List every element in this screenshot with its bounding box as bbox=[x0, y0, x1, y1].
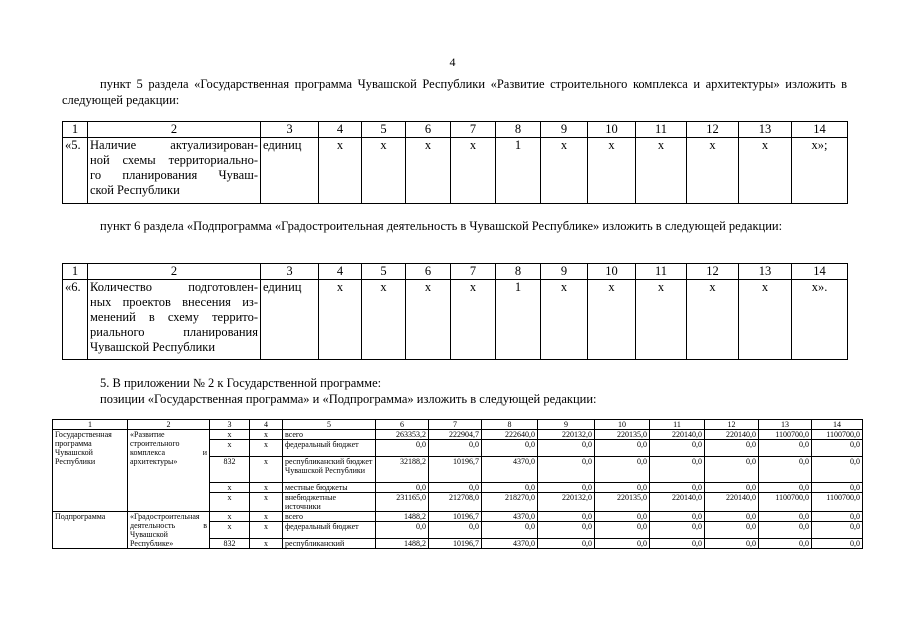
amount-cell: 0,0 bbox=[538, 512, 595, 522]
column-header: 4 bbox=[319, 122, 362, 138]
column-header: 9 bbox=[541, 264, 588, 280]
amount-cell: 0,0 bbox=[538, 440, 595, 457]
amount-cell: 0,0 bbox=[482, 483, 538, 493]
value-cell: x bbox=[406, 280, 451, 360]
amount-cell: 0,0 bbox=[429, 522, 482, 539]
column-header: 11 bbox=[636, 122, 687, 138]
column-header: 2 bbox=[88, 264, 261, 280]
source-cell: федеральный бюджет bbox=[283, 522, 376, 539]
value-cell: x bbox=[451, 280, 496, 360]
value-cell: x bbox=[687, 280, 739, 360]
amount-cell: 0,0 bbox=[705, 440, 759, 457]
amount-cell: 0,0 bbox=[759, 522, 812, 539]
column-header: 7 bbox=[429, 420, 482, 430]
amount-cell: 0,0 bbox=[595, 483, 650, 493]
amount-cell: 220132,0 bbox=[538, 493, 595, 512]
column-header: 5 bbox=[362, 264, 406, 280]
table-row bbox=[53, 430, 863, 440]
table-row bbox=[63, 138, 848, 204]
column-header: 10 bbox=[595, 420, 650, 430]
amount-cell: 0,0 bbox=[812, 440, 863, 457]
amount-cell: 0,0 bbox=[650, 483, 705, 493]
code-cell: x bbox=[250, 522, 283, 539]
amount-cell: 0,0 bbox=[538, 457, 595, 483]
source-cell: республиканский bbox=[283, 539, 376, 549]
column-header: 12 bbox=[687, 264, 739, 280]
column-header: 5 bbox=[362, 122, 406, 138]
amount-cell: 0,0 bbox=[812, 539, 863, 549]
program-title-cell: «Градостроительная деятельность в Чувашской Республике» bbox=[128, 512, 210, 549]
amount-cell: 0,0 bbox=[650, 512, 705, 522]
code-cell: x bbox=[250, 440, 283, 457]
amount-cell: 0,0 bbox=[812, 483, 863, 493]
value-cell: x bbox=[739, 280, 792, 360]
value-cell: x bbox=[362, 280, 406, 360]
responsible-cell: x bbox=[210, 430, 250, 440]
amount-cell: 0,0 bbox=[595, 512, 650, 522]
paragraph-positions-text: позиции «Государственная программа» и «Подпрограмма» изложить в следующей редакции: bbox=[100, 392, 597, 406]
amount-cell: 0,0 bbox=[759, 512, 812, 522]
amount-cell: 220132,0 bbox=[538, 430, 595, 440]
value-cell: x»; bbox=[792, 138, 848, 204]
code-cell: x bbox=[250, 483, 283, 493]
amount-cell: 0,0 bbox=[705, 483, 759, 493]
amount-cell: 0,0 bbox=[650, 440, 705, 457]
table-header-row bbox=[63, 264, 848, 280]
value-cell: x bbox=[588, 280, 636, 360]
column-header: 4 bbox=[319, 264, 362, 280]
responsible-cell: 832 bbox=[210, 539, 250, 549]
amount-cell: 0,0 bbox=[705, 457, 759, 483]
indicator-name-line: Наличие актуализирован- bbox=[90, 138, 258, 152]
amount-cell: 220135,0 bbox=[595, 493, 650, 512]
amount-cell: 0,0 bbox=[376, 483, 429, 493]
column-header: 1 bbox=[63, 264, 88, 280]
indicator-name-line: го планирования Чуваш- bbox=[90, 168, 258, 182]
unit-cell: единиц bbox=[261, 280, 319, 360]
amount-cell: 263353,2 bbox=[376, 430, 429, 440]
responsible-cell: 832 bbox=[210, 457, 250, 483]
responsible-cell: x bbox=[210, 493, 250, 512]
status-cell: Государственная программа Чувашской Республики bbox=[53, 430, 128, 512]
amount-cell: 222640,0 bbox=[482, 430, 538, 440]
value-cell: x bbox=[636, 138, 687, 204]
column-header: 12 bbox=[705, 420, 759, 430]
indicator-name-line: ных проектов внесения из- bbox=[90, 295, 258, 309]
amount-cell: 222904,7 bbox=[429, 430, 482, 440]
amount-cell: 231165,0 bbox=[376, 493, 429, 512]
column-header: 8 bbox=[482, 420, 538, 430]
value-cell: 1 bbox=[496, 280, 541, 360]
table-row bbox=[63, 280, 848, 360]
amount-cell: 4370,0 bbox=[482, 457, 538, 483]
column-header: 13 bbox=[739, 122, 792, 138]
column-header: 3 bbox=[261, 264, 319, 280]
paragraph-point5-text: пункт 5 раздела «Государственная программа Чувашской Республики «Развитие строительного комплекса и архитектуры» изложить в следующей редакции: bbox=[62, 77, 847, 107]
value-cell: x bbox=[739, 138, 792, 204]
code-cell: x bbox=[250, 493, 283, 512]
amount-cell: 220140,0 bbox=[650, 430, 705, 440]
amount-cell: 0,0 bbox=[482, 522, 538, 539]
amount-cell: 0,0 bbox=[650, 522, 705, 539]
responsible-cell: x bbox=[210, 483, 250, 493]
status-cell: Подпрограмма bbox=[53, 512, 128, 549]
indicator-name-line: ной схемы территориально- bbox=[90, 153, 258, 167]
column-header: 1 bbox=[53, 420, 128, 430]
paragraph-positions bbox=[62, 391, 847, 407]
source-cell: всего bbox=[283, 430, 376, 440]
amount-cell: 0,0 bbox=[759, 539, 812, 549]
source-cell: федеральный бюджет bbox=[283, 440, 376, 457]
amount-cell: 0,0 bbox=[812, 522, 863, 539]
source-cell: всего bbox=[283, 512, 376, 522]
responsible-cell: x bbox=[210, 512, 250, 522]
column-header: 13 bbox=[759, 420, 812, 430]
column-header: 3 bbox=[210, 420, 250, 430]
column-header: 14 bbox=[792, 264, 848, 280]
amount-cell: 1100700,0 bbox=[759, 493, 812, 512]
indicator-name-line: ской Республики bbox=[90, 183, 180, 197]
column-header: 2 bbox=[88, 122, 261, 138]
value-cell: x bbox=[406, 138, 451, 204]
amount-cell: 0,0 bbox=[538, 522, 595, 539]
column-header: 10 bbox=[588, 122, 636, 138]
value-cell: x bbox=[541, 280, 588, 360]
column-header: 7 bbox=[451, 264, 496, 280]
amount-cell: 0,0 bbox=[595, 539, 650, 549]
column-header: 5 bbox=[283, 420, 376, 430]
value-cell: x bbox=[362, 138, 406, 204]
amount-cell: 0,0 bbox=[482, 440, 538, 457]
value-cell: x bbox=[451, 138, 496, 204]
value-cell: x bbox=[319, 138, 362, 204]
program-title-cell: «Развитие строительного комплекса и архитектуры» bbox=[128, 430, 210, 512]
amount-cell: 0,0 bbox=[650, 539, 705, 549]
column-header: 7 bbox=[451, 122, 496, 138]
code-cell: x bbox=[250, 539, 283, 549]
column-header: 6 bbox=[406, 264, 451, 280]
amount-cell: 10196,7 bbox=[429, 457, 482, 483]
code-cell: x bbox=[250, 512, 283, 522]
column-header: 8 bbox=[496, 264, 541, 280]
amount-cell: 220140,0 bbox=[650, 493, 705, 512]
column-header: 6 bbox=[376, 420, 429, 430]
amount-cell: 1100700,0 bbox=[812, 493, 863, 512]
amount-cell: 218270,0 bbox=[482, 493, 538, 512]
amount-cell: 0,0 bbox=[429, 440, 482, 457]
amount-cell: 10196,7 bbox=[429, 539, 482, 549]
amount-cell: 1488,2 bbox=[376, 512, 429, 522]
responsible-cell: x bbox=[210, 522, 250, 539]
indicator-name-line: риального планирования bbox=[90, 325, 258, 339]
amount-cell: 32188,2 bbox=[376, 457, 429, 483]
indicator-name bbox=[88, 138, 261, 204]
column-header: 6 bbox=[406, 122, 451, 138]
column-header: 2 bbox=[128, 420, 210, 430]
column-header: 9 bbox=[538, 420, 595, 430]
paragraph-section5-text: 5. В приложении № 2 к Государственной программе: bbox=[100, 376, 382, 390]
amount-cell: 0,0 bbox=[538, 483, 595, 493]
amount-cell: 0,0 bbox=[538, 539, 595, 549]
amount-cell: 220140,0 bbox=[705, 430, 759, 440]
amount-cell: 4370,0 bbox=[482, 512, 538, 522]
amount-cell: 0,0 bbox=[812, 457, 863, 483]
column-header: 13 bbox=[739, 264, 792, 280]
amount-cell: 0,0 bbox=[705, 522, 759, 539]
amount-cell: 0,0 bbox=[812, 512, 863, 522]
value-cell: x bbox=[687, 138, 739, 204]
value-cell: x bbox=[636, 280, 687, 360]
responsible-cell: x bbox=[210, 440, 250, 457]
column-header: 4 bbox=[250, 420, 283, 430]
paragraph-point6 bbox=[62, 218, 847, 234]
table-header-row bbox=[53, 420, 863, 430]
amount-cell: 1100700,0 bbox=[812, 430, 863, 440]
column-header: 14 bbox=[812, 420, 863, 430]
amount-cell: 0,0 bbox=[376, 522, 429, 539]
amount-cell: 220140,0 bbox=[705, 493, 759, 512]
amount-cell: 0,0 bbox=[759, 457, 812, 483]
indicator-name-line: менений в схему террито- bbox=[90, 310, 258, 324]
amount-cell: 0,0 bbox=[595, 522, 650, 539]
indicator-name-line: Чувашской Республики bbox=[90, 340, 216, 354]
column-header: 9 bbox=[541, 122, 588, 138]
value-cell: x bbox=[588, 138, 636, 204]
column-header: 14 bbox=[792, 122, 848, 138]
amount-cell: 1488,2 bbox=[376, 539, 429, 549]
amount-cell: 220135,0 bbox=[595, 430, 650, 440]
paragraph-point6-text: пункт 6 раздела «Подпрограмма «Градостроительная деятельность в Чувашской Республике» изложить в следующей редакции: bbox=[100, 219, 783, 233]
table-row bbox=[53, 512, 863, 522]
page-number: 4 bbox=[449, 55, 456, 69]
column-header: 10 bbox=[588, 264, 636, 280]
column-header: 8 bbox=[496, 122, 541, 138]
indicator-name-line: Количество подготовлен- bbox=[90, 280, 258, 294]
amount-cell: 0,0 bbox=[705, 512, 759, 522]
source-cell: внебюджетные источники bbox=[283, 493, 376, 512]
source-cell: местные бюджеты bbox=[283, 483, 376, 493]
amount-cell: 10196,7 bbox=[429, 512, 482, 522]
amount-cell: 0,0 bbox=[429, 483, 482, 493]
amount-cell: 0,0 bbox=[595, 457, 650, 483]
table-header-row bbox=[63, 122, 848, 138]
value-cell: x bbox=[541, 138, 588, 204]
indicator-name bbox=[88, 280, 261, 360]
column-header: 12 bbox=[687, 122, 739, 138]
amount-cell: 0,0 bbox=[376, 440, 429, 457]
column-header: 11 bbox=[650, 420, 705, 430]
amount-cell: 212708,0 bbox=[429, 493, 482, 512]
column-header: 11 bbox=[636, 264, 687, 280]
indicator-table-subprogram bbox=[62, 263, 848, 360]
code-cell: x bbox=[250, 430, 283, 440]
amount-cell: 0,0 bbox=[759, 483, 812, 493]
row-number: «6. bbox=[63, 280, 88, 360]
indicator-table-program bbox=[62, 121, 848, 204]
amount-cell: 0,0 bbox=[759, 440, 812, 457]
value-cell: x». bbox=[792, 280, 848, 360]
unit-cell: единиц bbox=[261, 138, 319, 204]
amount-cell: 0,0 bbox=[650, 457, 705, 483]
amount-cell: 0,0 bbox=[705, 539, 759, 549]
value-cell: 1 bbox=[496, 138, 541, 204]
source-cell: республиканский бюджет Чувашской Республики bbox=[283, 457, 376, 483]
column-header: 1 bbox=[63, 122, 88, 138]
row-number: «5. bbox=[63, 138, 88, 204]
code-cell: x bbox=[250, 457, 283, 483]
column-header: 3 bbox=[261, 122, 319, 138]
paragraph-section5 bbox=[62, 375, 847, 391]
amount-cell: 0,0 bbox=[595, 440, 650, 457]
financing-table bbox=[52, 419, 863, 549]
value-cell: x bbox=[319, 280, 362, 360]
amount-cell: 1100700,0 bbox=[759, 430, 812, 440]
paragraph-point5 bbox=[62, 76, 847, 108]
amount-cell: 4370,0 bbox=[482, 539, 538, 549]
